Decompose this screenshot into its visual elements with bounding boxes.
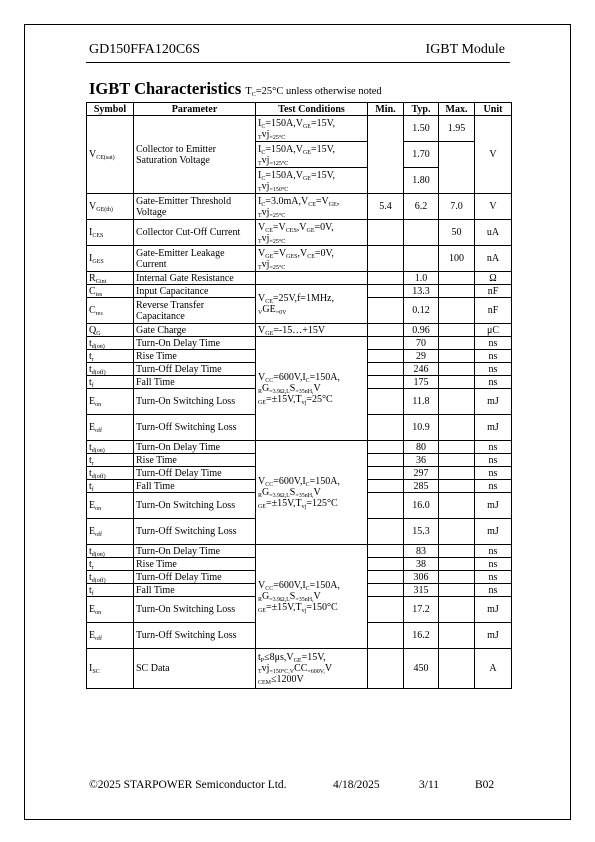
max-cell: [439, 519, 475, 545]
condition-cell: $I_C=150A,V_{GE}=15V$, $_Tvj_{=150^\circ C}$: [256, 168, 368, 194]
col-header: Unit: [475, 103, 512, 116]
min-cell: [368, 389, 404, 415]
parameter-cell: Turn-On Switching Loss: [134, 389, 256, 415]
parameter-cell: Turn-On Switching Loss: [134, 597, 256, 623]
typ-cell: 285: [404, 480, 439, 493]
typ-cell: 13.3: [404, 285, 439, 298]
table-row: [87, 324, 512, 337]
typ-cell: 450: [404, 649, 439, 689]
parameter-cell: Gate Charge: [134, 324, 256, 337]
max-cell: [439, 389, 475, 415]
parameter-cell: Turn-Off Delay Time: [134, 571, 256, 584]
min-cell: [368, 480, 404, 493]
typ-cell: 10.9: [404, 415, 439, 441]
typ-cell: 16.2: [404, 623, 439, 649]
table-row: [87, 272, 512, 285]
condition-cell: $V_{CC}=600V,I_C=150A$, $_RG_{=3.9\Omega,L}S_{=35nH,}V$ $_{GE}=\pm 15V,T_{vj}=150^\circ C$: [256, 545, 368, 649]
min-cell: [368, 649, 404, 689]
max-cell: [439, 324, 475, 337]
table-row: [87, 285, 512, 298]
typ-cell: [404, 246, 439, 272]
symbol-cell: $t_{d(off)}$: [87, 571, 134, 584]
typ-cell: 83: [404, 545, 439, 558]
unit-cell: ns: [475, 467, 512, 480]
page-footer: [89, 779, 499, 793]
condition-cell: $V_{CC}=600V,I_C=150A$, $_RG_{=3.9\Omega,L}S_{=35nH,}V$ $_{GE}=\pm 15V,T_{vj}=125^\circ C$: [256, 441, 368, 545]
unit-cell: mJ: [475, 597, 512, 623]
condition-cell: [256, 272, 368, 285]
unit-cell: ns: [475, 558, 512, 571]
typ-cell: 297: [404, 467, 439, 480]
col-header: Symbol: [87, 103, 134, 116]
max-cell: [439, 493, 475, 519]
parameter-cell: Rise Time: [134, 558, 256, 571]
table-row: [87, 337, 512, 350]
parameter-cell: Turn-On Delay Time: [134, 545, 256, 558]
min-cell: [368, 545, 404, 558]
unit-cell: A: [475, 649, 512, 689]
typ-cell: 315: [404, 584, 439, 597]
parameter-cell: SC Data: [134, 649, 256, 689]
parameter-cell: Turn-Off Switching Loss: [134, 415, 256, 441]
parameter-cell: Rise Time: [134, 454, 256, 467]
unit-cell: nF: [475, 298, 512, 324]
parameter-cell: Collector Cut-Off Current: [134, 220, 256, 246]
min-cell: [368, 363, 404, 376]
part-number: GD150FFA120C6S: [89, 42, 200, 57]
unit-cell: mJ: [475, 415, 512, 441]
max-cell: [439, 480, 475, 493]
symbol-cell: $C_{res}$: [87, 298, 134, 324]
max-cell: [439, 545, 475, 558]
parameter-cell: Gate-Emitter Threshold Voltage: [134, 194, 256, 220]
table-row: [87, 649, 512, 689]
copyright: ©2025 STARPOWER Semiconductor Ltd.: [89, 779, 287, 791]
typ-cell: 16.0: [404, 493, 439, 519]
table-header-row: [87, 103, 512, 116]
max-cell: [439, 298, 475, 324]
max-cell: [439, 350, 475, 363]
max-cell: [439, 467, 475, 480]
parameter-cell: Reverse Transfer Capacitance: [134, 298, 256, 324]
symbol-cell: $t_{d(off)}$: [87, 363, 134, 376]
unit-cell: ns: [475, 441, 512, 454]
min-cell: [368, 623, 404, 649]
max-cell: [439, 454, 475, 467]
condition-cell: $t_P\le 8\mu s,V_{GE}=15V$, $_Tvj_{=150^\circ C,V}CC_{=600V,}V$ $_{CEM}$≤1200V: [256, 649, 368, 689]
symbol-cell: $E_{off}$: [87, 623, 134, 649]
symbol-cell: $t_{d(on)}$: [87, 545, 134, 558]
typ-cell: 29: [404, 350, 439, 363]
table-row: [87, 441, 512, 454]
table-row: [87, 246, 512, 272]
min-cell: [368, 298, 404, 324]
unit-cell: mJ: [475, 623, 512, 649]
col-header: Typ.: [404, 103, 439, 116]
symbol-cell: $E_{off}$: [87, 415, 134, 441]
max-cell: [439, 363, 475, 376]
parameter-cell: Fall Time: [134, 584, 256, 597]
min-cell: [368, 337, 404, 350]
min-cell: [368, 597, 404, 623]
max-cell: [439, 376, 475, 389]
max-cell: 1.95: [439, 116, 475, 142]
min-cell: [368, 467, 404, 480]
typ-cell: 0.96: [404, 324, 439, 337]
max-cell: [439, 441, 475, 454]
symbol-cell: $I_{CES}$: [87, 220, 134, 246]
unit-cell: μC: [475, 324, 512, 337]
col-header: Max.: [439, 103, 475, 116]
typ-cell: 36: [404, 454, 439, 467]
page-header: [89, 42, 505, 60]
typ-cell: 70: [404, 337, 439, 350]
symbol-cell: $t_f$: [87, 480, 134, 493]
min-cell: [368, 558, 404, 571]
symbol-cell: $R_{Gint}$: [87, 272, 134, 285]
typ-cell: 0.12: [404, 298, 439, 324]
symbol-cell: $t_{d(off)}$: [87, 467, 134, 480]
parameter-cell: Collector to Emitter Saturation Voltage: [134, 116, 256, 194]
typ-cell: 6.2: [404, 194, 439, 220]
max-cell: 50: [439, 220, 475, 246]
unit-cell: V: [475, 194, 512, 220]
header-rule: [86, 62, 510, 63]
typ-cell: 1.0: [404, 272, 439, 285]
typ-cell: 15.3: [404, 519, 439, 545]
typ-cell: 175: [404, 376, 439, 389]
parameter-cell: Turn-Off Switching Loss: [134, 519, 256, 545]
min-cell: [368, 441, 404, 454]
parameter-cell: Turn-Off Delay Time: [134, 363, 256, 376]
symbol-cell: $E_{on}$: [87, 493, 134, 519]
symbol-cell: $E_{on}$: [87, 597, 134, 623]
typ-cell: [404, 220, 439, 246]
parameter-cell: Turn-On Switching Loss: [134, 493, 256, 519]
min-cell: [368, 454, 404, 467]
symbol-cell: $V_{CE(sat)}$: [87, 116, 134, 194]
min-cell: [368, 376, 404, 389]
typ-cell: 11.8: [404, 389, 439, 415]
typ-cell: 1.80: [404, 168, 439, 194]
col-header: Test Conditions: [256, 103, 368, 116]
condition-cell: $V_{CE}=V_{CES},V_{GE}=0V$, $_Tvj_{=25^\circ C}$: [256, 220, 368, 246]
condition-cell: $V_{CE}=25V,f=1MHz$, $_VGE_{=0V}$: [256, 285, 368, 324]
doc-date: 4/18/2025: [333, 779, 380, 791]
section-title: [89, 79, 382, 99]
max-cell: [439, 142, 475, 194]
parameter-cell: Turn-On Delay Time: [134, 441, 256, 454]
igbt-characteristics-table: [86, 102, 512, 689]
min-cell: 5.4: [368, 194, 404, 220]
table-row: [87, 220, 512, 246]
unit-cell: ns: [475, 337, 512, 350]
col-header: Parameter: [134, 103, 256, 116]
parameter-cell: Turn-Off Delay Time: [134, 467, 256, 480]
unit-cell: ns: [475, 454, 512, 467]
max-cell: [439, 571, 475, 584]
symbol-cell: $t_r$: [87, 558, 134, 571]
parameter-cell: Fall Time: [134, 480, 256, 493]
max-cell: [439, 584, 475, 597]
max-cell: [439, 415, 475, 441]
unit-cell: ns: [475, 376, 512, 389]
table-body: [87, 116, 512, 689]
min-cell: [368, 350, 404, 363]
symbol-cell: $t_f$: [87, 584, 134, 597]
unit-cell: Ω: [475, 272, 512, 285]
min-cell: [368, 220, 404, 246]
parameter-cell: Internal Gate Resistance: [134, 272, 256, 285]
unit-cell: ns: [475, 584, 512, 597]
max-cell: 100: [439, 246, 475, 272]
unit-cell: mJ: [475, 389, 512, 415]
parameter-cell: Turn-Off Switching Loss: [134, 623, 256, 649]
section-heading: IGBT Characteristics: [89, 79, 242, 98]
condition-cell: $V_{GE}=-15\dots+15V$: [256, 324, 368, 337]
unit-cell: ns: [475, 363, 512, 376]
typ-cell: 80: [404, 441, 439, 454]
max-cell: [439, 623, 475, 649]
unit-cell: uA: [475, 220, 512, 246]
symbol-cell: $I_{SC}$: [87, 649, 134, 689]
symbol-cell: $t_{d(on)}$: [87, 441, 134, 454]
max-cell: 7.0: [439, 194, 475, 220]
min-cell: [368, 493, 404, 519]
symbol-cell: $t_r$: [87, 454, 134, 467]
max-cell: [439, 285, 475, 298]
table-row: [87, 116, 512, 142]
symbol-cell: $t_r$: [87, 350, 134, 363]
min-cell: [368, 116, 404, 194]
unit-cell: ns: [475, 545, 512, 558]
parameter-cell: Gate-Emitter Leakage Current: [134, 246, 256, 272]
table-row: [87, 194, 512, 220]
symbol-cell: $E_{off}$: [87, 519, 134, 545]
unit-cell: ns: [475, 480, 512, 493]
symbol-cell: $I_{GES}$: [87, 246, 134, 272]
min-cell: [368, 519, 404, 545]
unit-cell: nA: [475, 246, 512, 272]
parameter-cell: Turn-On Delay Time: [134, 337, 256, 350]
min-cell: [368, 272, 404, 285]
min-cell: [368, 246, 404, 272]
revision: B02: [475, 779, 495, 791]
unit-cell: mJ: [475, 519, 512, 545]
typ-cell: 1.70: [404, 142, 439, 168]
condition-cell: $I_C=3.0mA,V_{CE}=V_{GE}$, $_Tvj_{=25^\circ C}$: [256, 194, 368, 220]
col-header: Min.: [368, 103, 404, 116]
max-cell: [439, 337, 475, 350]
condition-cell: $I_C=150A,V_{GE}=15V$, $_Tvj_{=25^\circ C}$: [256, 116, 368, 142]
typ-cell: 306: [404, 571, 439, 584]
unit-cell: nF: [475, 285, 512, 298]
symbol-cell: $Q_G$: [87, 324, 134, 337]
symbol-cell: $E_{on}$: [87, 389, 134, 415]
condition-cell: $I_C=150A,V_{GE}=15V$, $_Tvj_{=125^\circ C}$: [256, 142, 368, 168]
module-type: IGBT Module: [425, 42, 505, 57]
parameter-cell: Input Capacitance: [134, 285, 256, 298]
parameter-cell: Rise Time: [134, 350, 256, 363]
min-cell: [368, 584, 404, 597]
unit-cell: V: [475, 116, 512, 194]
condition-cell: $V_{CC}=600V,I_C=150A$, $_RG_{=3.9\Omega,L}S_{=35nH,}V$ $_{GE}=\pm 15V,T_{vj}=25^\circ C$: [256, 337, 368, 441]
typ-cell: 1.50: [404, 116, 439, 142]
max-cell: [439, 649, 475, 689]
symbol-cell: $t_f$: [87, 376, 134, 389]
section-condition: $T_C=25^\circ C$ unless otherwise noted: [245, 86, 382, 98]
table-row: [87, 545, 512, 558]
typ-cell: 38: [404, 558, 439, 571]
symbol-cell: $V_{GE(th)}$: [87, 194, 134, 220]
symbol-cell: $C_{ies}$: [87, 285, 134, 298]
max-cell: [439, 272, 475, 285]
min-cell: [368, 415, 404, 441]
symbol-cell: $t_{d(on)}$: [87, 337, 134, 350]
max-cell: [439, 558, 475, 571]
condition-cell: $V_{GE}=V_{GES},V_{CE}=0V$, $_Tvj_{=25^\circ C}$: [256, 246, 368, 272]
page-number: 3/11: [419, 779, 440, 791]
typ-cell: 17.2: [404, 597, 439, 623]
max-cell: [439, 597, 475, 623]
unit-cell: mJ: [475, 493, 512, 519]
min-cell: [368, 324, 404, 337]
min-cell: [368, 571, 404, 584]
parameter-cell: Fall Time: [134, 376, 256, 389]
typ-cell: 246: [404, 363, 439, 376]
min-cell: [368, 285, 404, 298]
unit-cell: ns: [475, 350, 512, 363]
unit-cell: ns: [475, 571, 512, 584]
